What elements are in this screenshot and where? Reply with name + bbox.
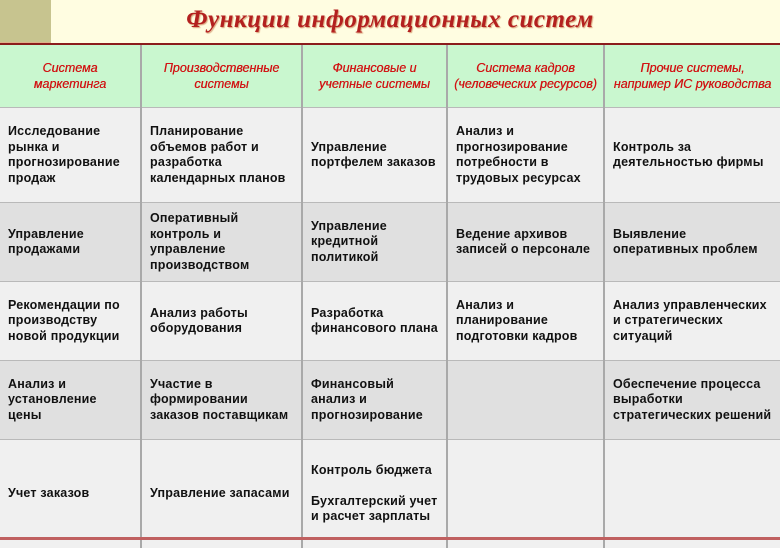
header-row	[0, 45, 780, 108]
table-cell: Ведение архивов записей о персонале	[447, 203, 604, 282]
table-cell: Анализ и прогнозирование потребности в трудовых ресурсах	[447, 108, 604, 203]
table-row	[0, 203, 780, 282]
header-other: Прочие системы, например ИС руководства	[604, 45, 780, 108]
table-cell: Оперативный контроль и управление производством	[141, 203, 302, 282]
table-cell: Рекомендации по производству новой продукции	[0, 282, 141, 361]
functions-table	[0, 45, 780, 548]
table-cell: Управление запасами	[141, 440, 302, 548]
table-cell: Разработка финансового плана	[302, 282, 447, 361]
table-cell: Исследование рынка и прогнозирование продаж	[0, 108, 141, 203]
table-cell: Анализ работы оборудования	[141, 282, 302, 361]
header-production: Производственные системы	[141, 45, 302, 108]
table-cell: Контроль за деятельностью фирмы	[604, 108, 780, 203]
table-row	[0, 108, 780, 203]
table-row	[0, 282, 780, 361]
table-cell: Анализ и планирование подготовки кадров	[447, 282, 604, 361]
table-cell: Анализ управленческих и стратегических ситуаций	[604, 282, 780, 361]
table-cell-empty	[447, 361, 604, 440]
table-cell-empty	[447, 440, 604, 548]
table-row	[0, 361, 780, 440]
table-cell: Планирование объемов работ и разработка календарных планов	[141, 108, 302, 203]
table-cell: Управление портфелем заказов	[302, 108, 447, 203]
table-cell: Финансовый анализ и прогнозирование	[302, 361, 447, 440]
table-cell: Управление кредитной политикой	[302, 203, 447, 282]
table-cell-empty	[604, 440, 780, 548]
table-cell: Выявление оперативных проблем	[604, 203, 780, 282]
table-cell: Обеспечение процесса выработки стратегических решений	[604, 361, 780, 440]
cell-paragraph: Контроль бюджета	[311, 463, 432, 477]
header-finance: Финансовые и учетные системы	[302, 45, 447, 108]
table-cell: Управление продажами	[0, 203, 141, 282]
header-hr: Система кадров (человеческих ресурсов)	[447, 45, 604, 108]
table-cell: Анализ и установление цены	[0, 361, 141, 440]
table-cell: Участие в формировании заказов поставщикам	[141, 361, 302, 440]
page-title: Функции информационных систем	[0, 6, 780, 34]
table-row	[0, 440, 780, 548]
table-cell: Учет заказов	[0, 440, 141, 548]
table-cell-multi	[302, 440, 447, 548]
cell-paragraph: Бухгалтерский учет и расчет зарплаты	[311, 494, 438, 525]
header-marketing: Система маркетинга	[0, 45, 141, 108]
